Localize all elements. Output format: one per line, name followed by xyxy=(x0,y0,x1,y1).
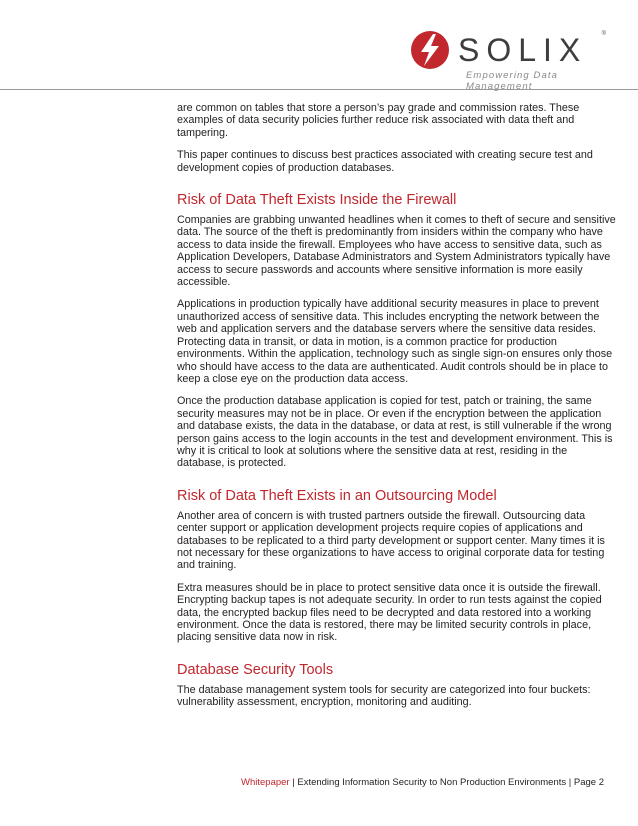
footer-label: Whitepaper xyxy=(241,777,290,788)
paragraph: This paper continues to discuss best practices associated with creating secure test and development copies of production databases. xyxy=(177,149,593,174)
paragraph: The database management system tools for security are categorized into four buckets: vulnerability assessment, encryption, monitoring and auditing. xyxy=(177,683,591,709)
paragraph: are common on tables that store a person’s pay grade and commission rates. These examples of data security policies further reduce risk associated with data theft and tampering. xyxy=(177,102,580,139)
paragraph: Companies are grabbing unwanted headlines when it comes to theft of secure and sensitive data. The source of the theft is predominantly from insiders within the company who have access to data inside the firewall. Employees who have access to sensitive data, such as Application Developers, Database Administrators and System Administrators typically have access to secure passwords and accounts where sensitive information is more easily accessible. xyxy=(177,214,616,289)
paragraph: Extra measures should be in place to protect sensitive data once it is outside the firewall. Encrypting backup tapes is not adequate security. In order to run tests against the copied data, the encrypted backup files need to be decrypted and data restored into a working environment. Once the data is restored, there may be limited security controls in place, placing sensitive data now in risk. xyxy=(177,581,602,644)
logo-wordmark: SOLIX xyxy=(458,32,588,68)
footer-title: | Extending Information Security to Non Production Environments | Page 2 xyxy=(289,777,604,788)
registered-mark: ® xyxy=(601,31,606,37)
logo-tagline: Empowering Data Management xyxy=(466,70,559,92)
paragraph: Another area of concern is with trusted partners outside the firewall. Outsourcing data center support or application development projects require copies of applications and databases to be replicated to a third party development or support center. Many times it is not necessary for these organizations to have access to original corporate data for testing and training. xyxy=(177,509,605,572)
section-heading-insider-risk: Risk of Data Theft Exists Inside the Firewall xyxy=(177,192,457,209)
section-heading-outsourcing-risk: Risk of Data Theft Exists in an Outsourcing Model xyxy=(177,487,497,504)
solix-logo xyxy=(408,30,608,92)
section-heading-security-tools: Database Security Tools xyxy=(177,661,334,678)
paragraph: Applications in production typically have additional security measures in place to prevent unauthorized access of sensitive data. This includes encrypting the network between the web and application servers and the database servers where the sensitive data resides. Protecting data in transit, or data in motion, is a common practice for production environments. Within the application, technology such as single sign-on ensures only those who should have access to the data are authenticated. Audit controls should be in place to keep a close eye on the production data access. xyxy=(177,298,613,385)
document-body xyxy=(177,102,617,719)
paragraph: Once the production database application is copied for test, patch or training, the same security measures may not be in place. Or even if the encryption between the application and database exists, the data in the database, or data at rest, is still vulnerable if the wrong person gains access to the login accounts in the test and development environment. This is why it is critical to look at solutions where the sensitive data at rest, residing in the database, is protected. xyxy=(177,395,613,470)
page-footer xyxy=(241,777,604,788)
lightning-bolt-icon xyxy=(410,30,450,70)
